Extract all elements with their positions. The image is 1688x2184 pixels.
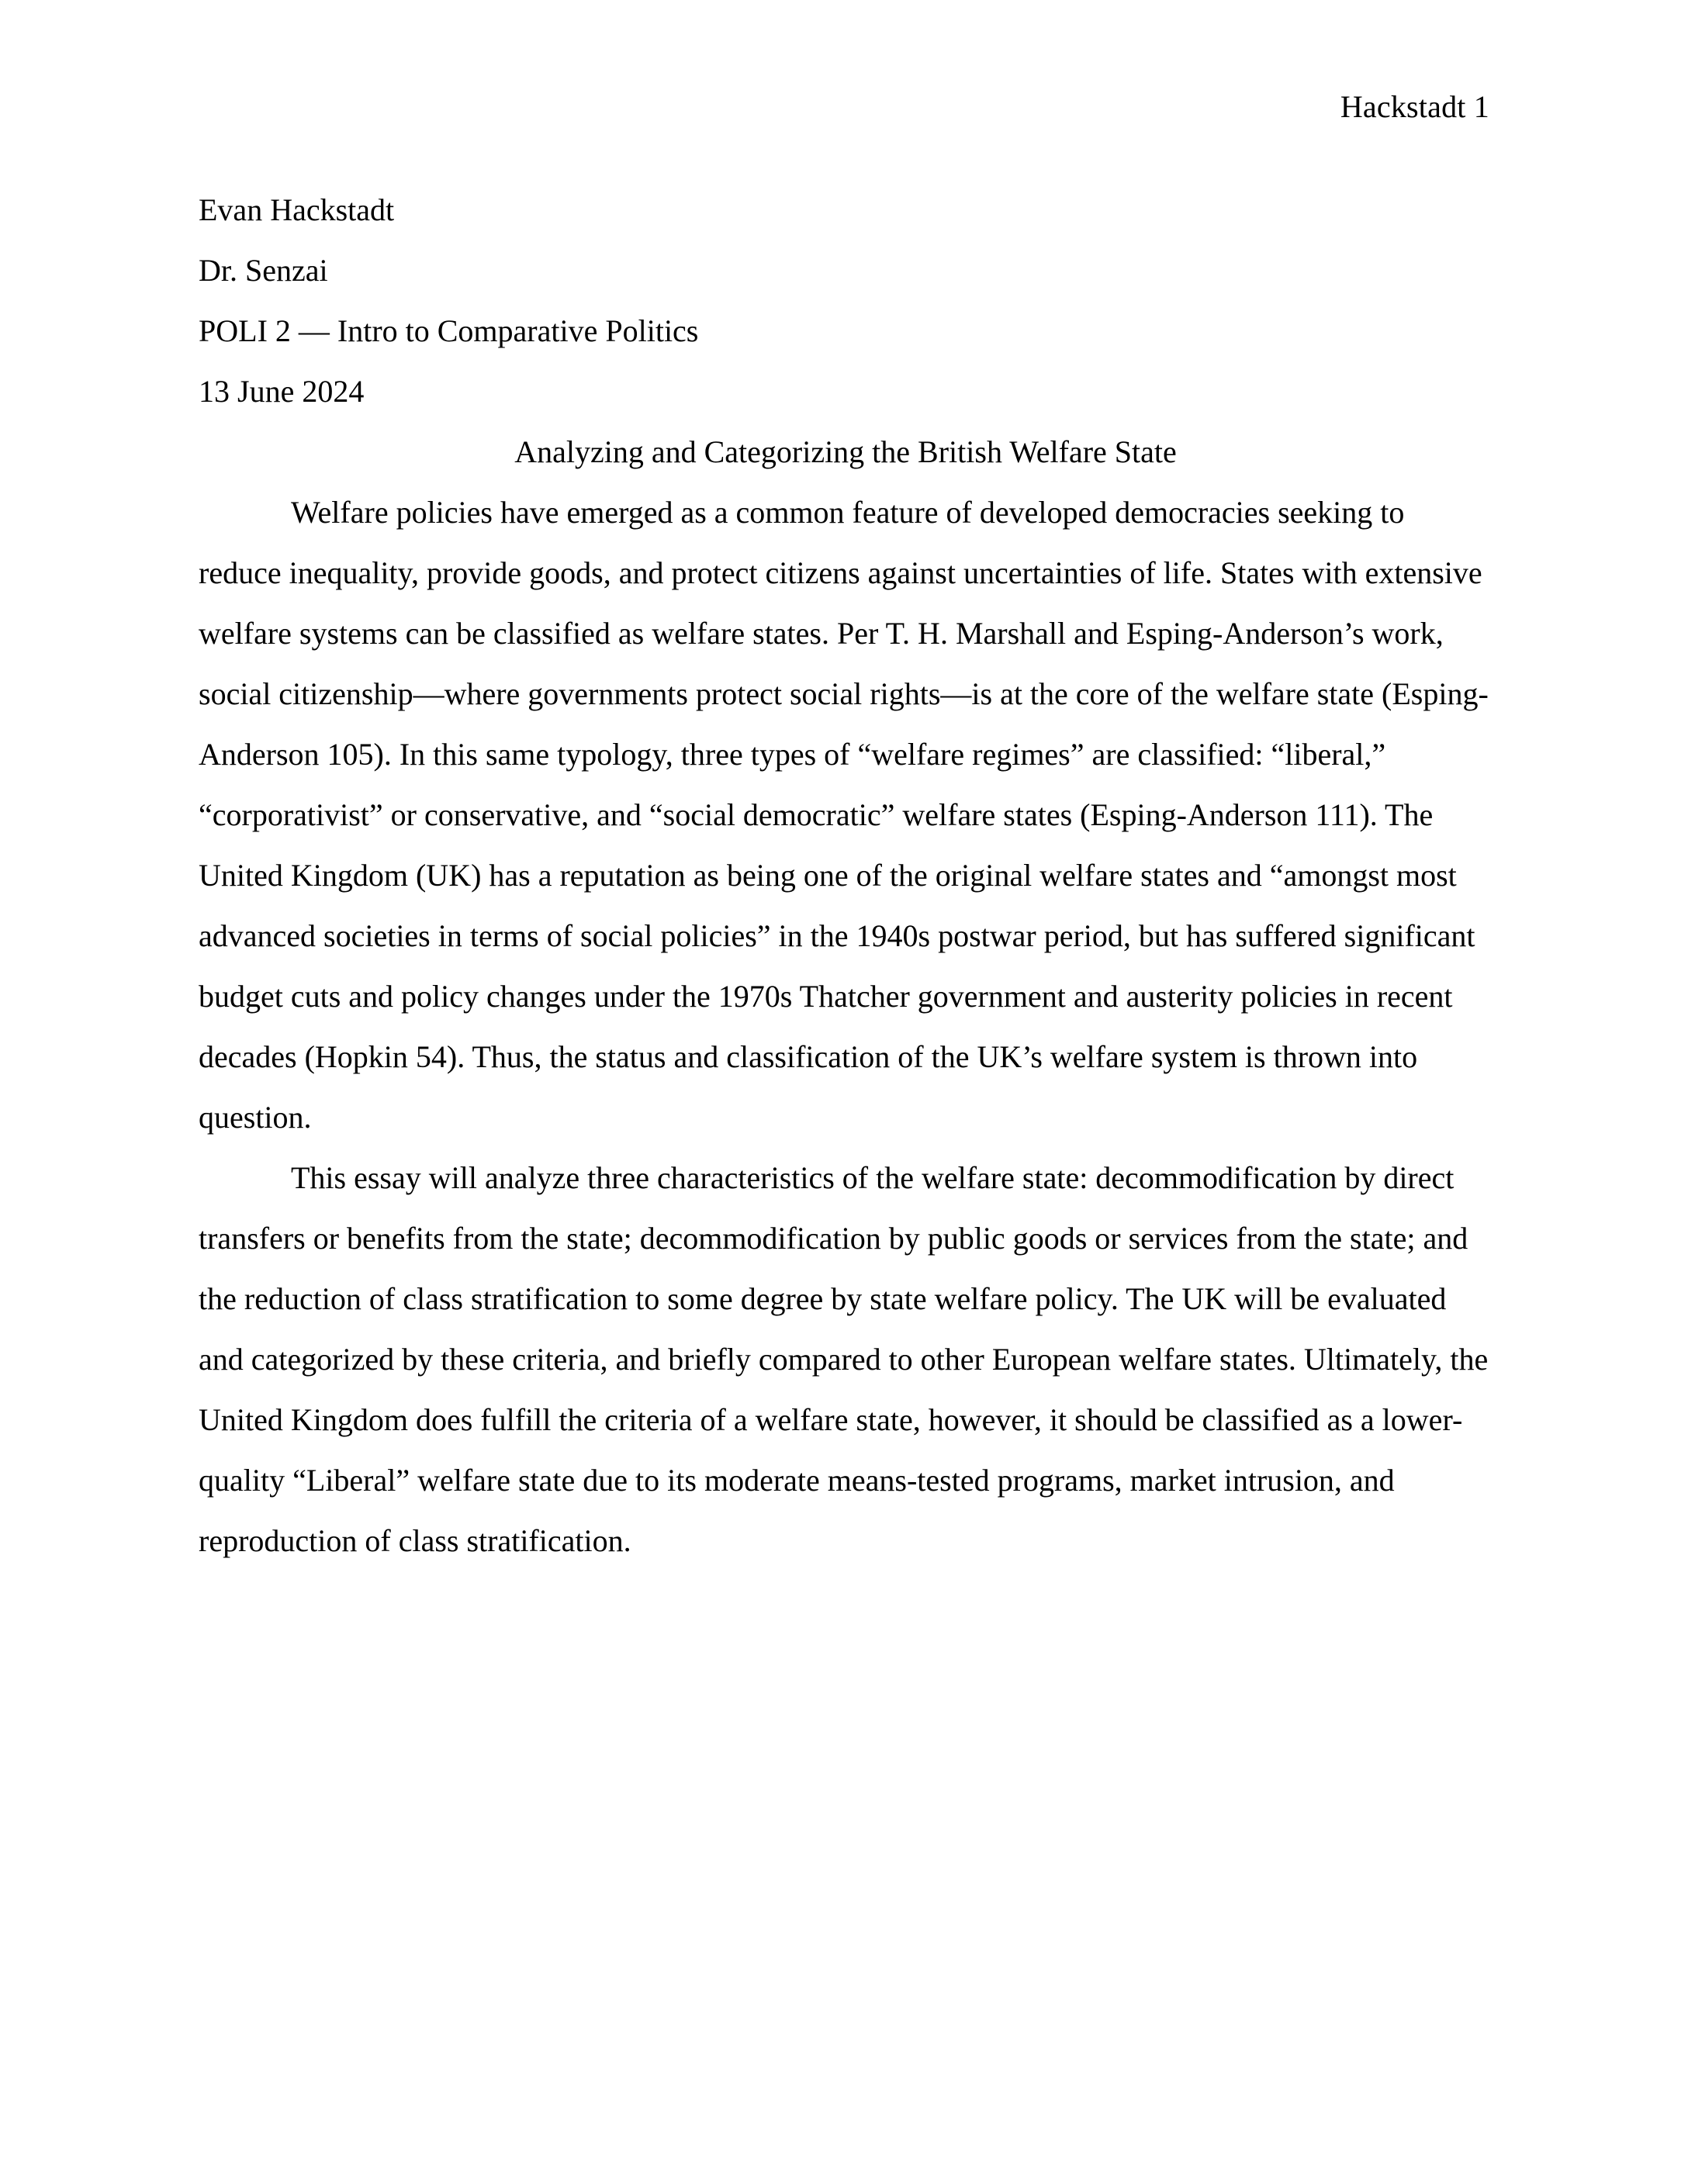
running-header: Hackstadt 1 [1340, 89, 1489, 124]
body-paragraph-1: Welfare policies have emerged as a common feature of developed democracies seeking to reduce inequality, provide goods, and protect citizens against uncertainties of life. States with extensive welfare systems can be classified as welfare states. Per T. H. Marshall and Esping-Anderson’s work, social citizenship—where governments protect social rights—is at the core of the welfare state (Esping-Anderson 105). In this same typology, three types of “welfare regimes” are classified: “liberal,” “corporativist” or conservative, and “social democratic” welfare states (Esping-Anderson 111). The United Kingdom (UK) has a reputation as being one of the original welfare states and “amongst most advanced societies in terms of social policies” in the 1940s postwar period, but has suffered significant budget cuts and policy changes under the 1970s Thatcher government and austerity policies in recent decades (Hopkin 54). Thus, the status and classification of the UK’s welfare system is thrown into question. [199, 495, 1489, 1135]
submission-date: 13 June 2024 [199, 374, 365, 409]
document-body [199, 180, 1493, 1571]
essay-title: Analyzing and Categorizing the British Welfare State [514, 434, 1177, 469]
instructor-name: Dr. Senzai [199, 253, 328, 288]
course-name: POLI 2 — Intro to Comparative Politics [199, 313, 699, 348]
body-paragraph-2: This essay will analyze three characteristics of the welfare state: decommodification by direct transfers or benefits from the state; decommodification by public goods or services from the state; and the reduction of class stratification to some degree by state welfare policy. The UK will be evaluated and categorized by these criteria, and briefly compared to other European welfare states. Ultimately, the United Kingdom does fulfill the criteria of a welfare state, however, it should be classified as a lower-quality “Liberal” welfare state due to its moderate means-tested programs, market intrusion, and reproduction of class stratification. [199, 1160, 1489, 1558]
author-name: Evan Hackstadt [199, 192, 395, 227]
